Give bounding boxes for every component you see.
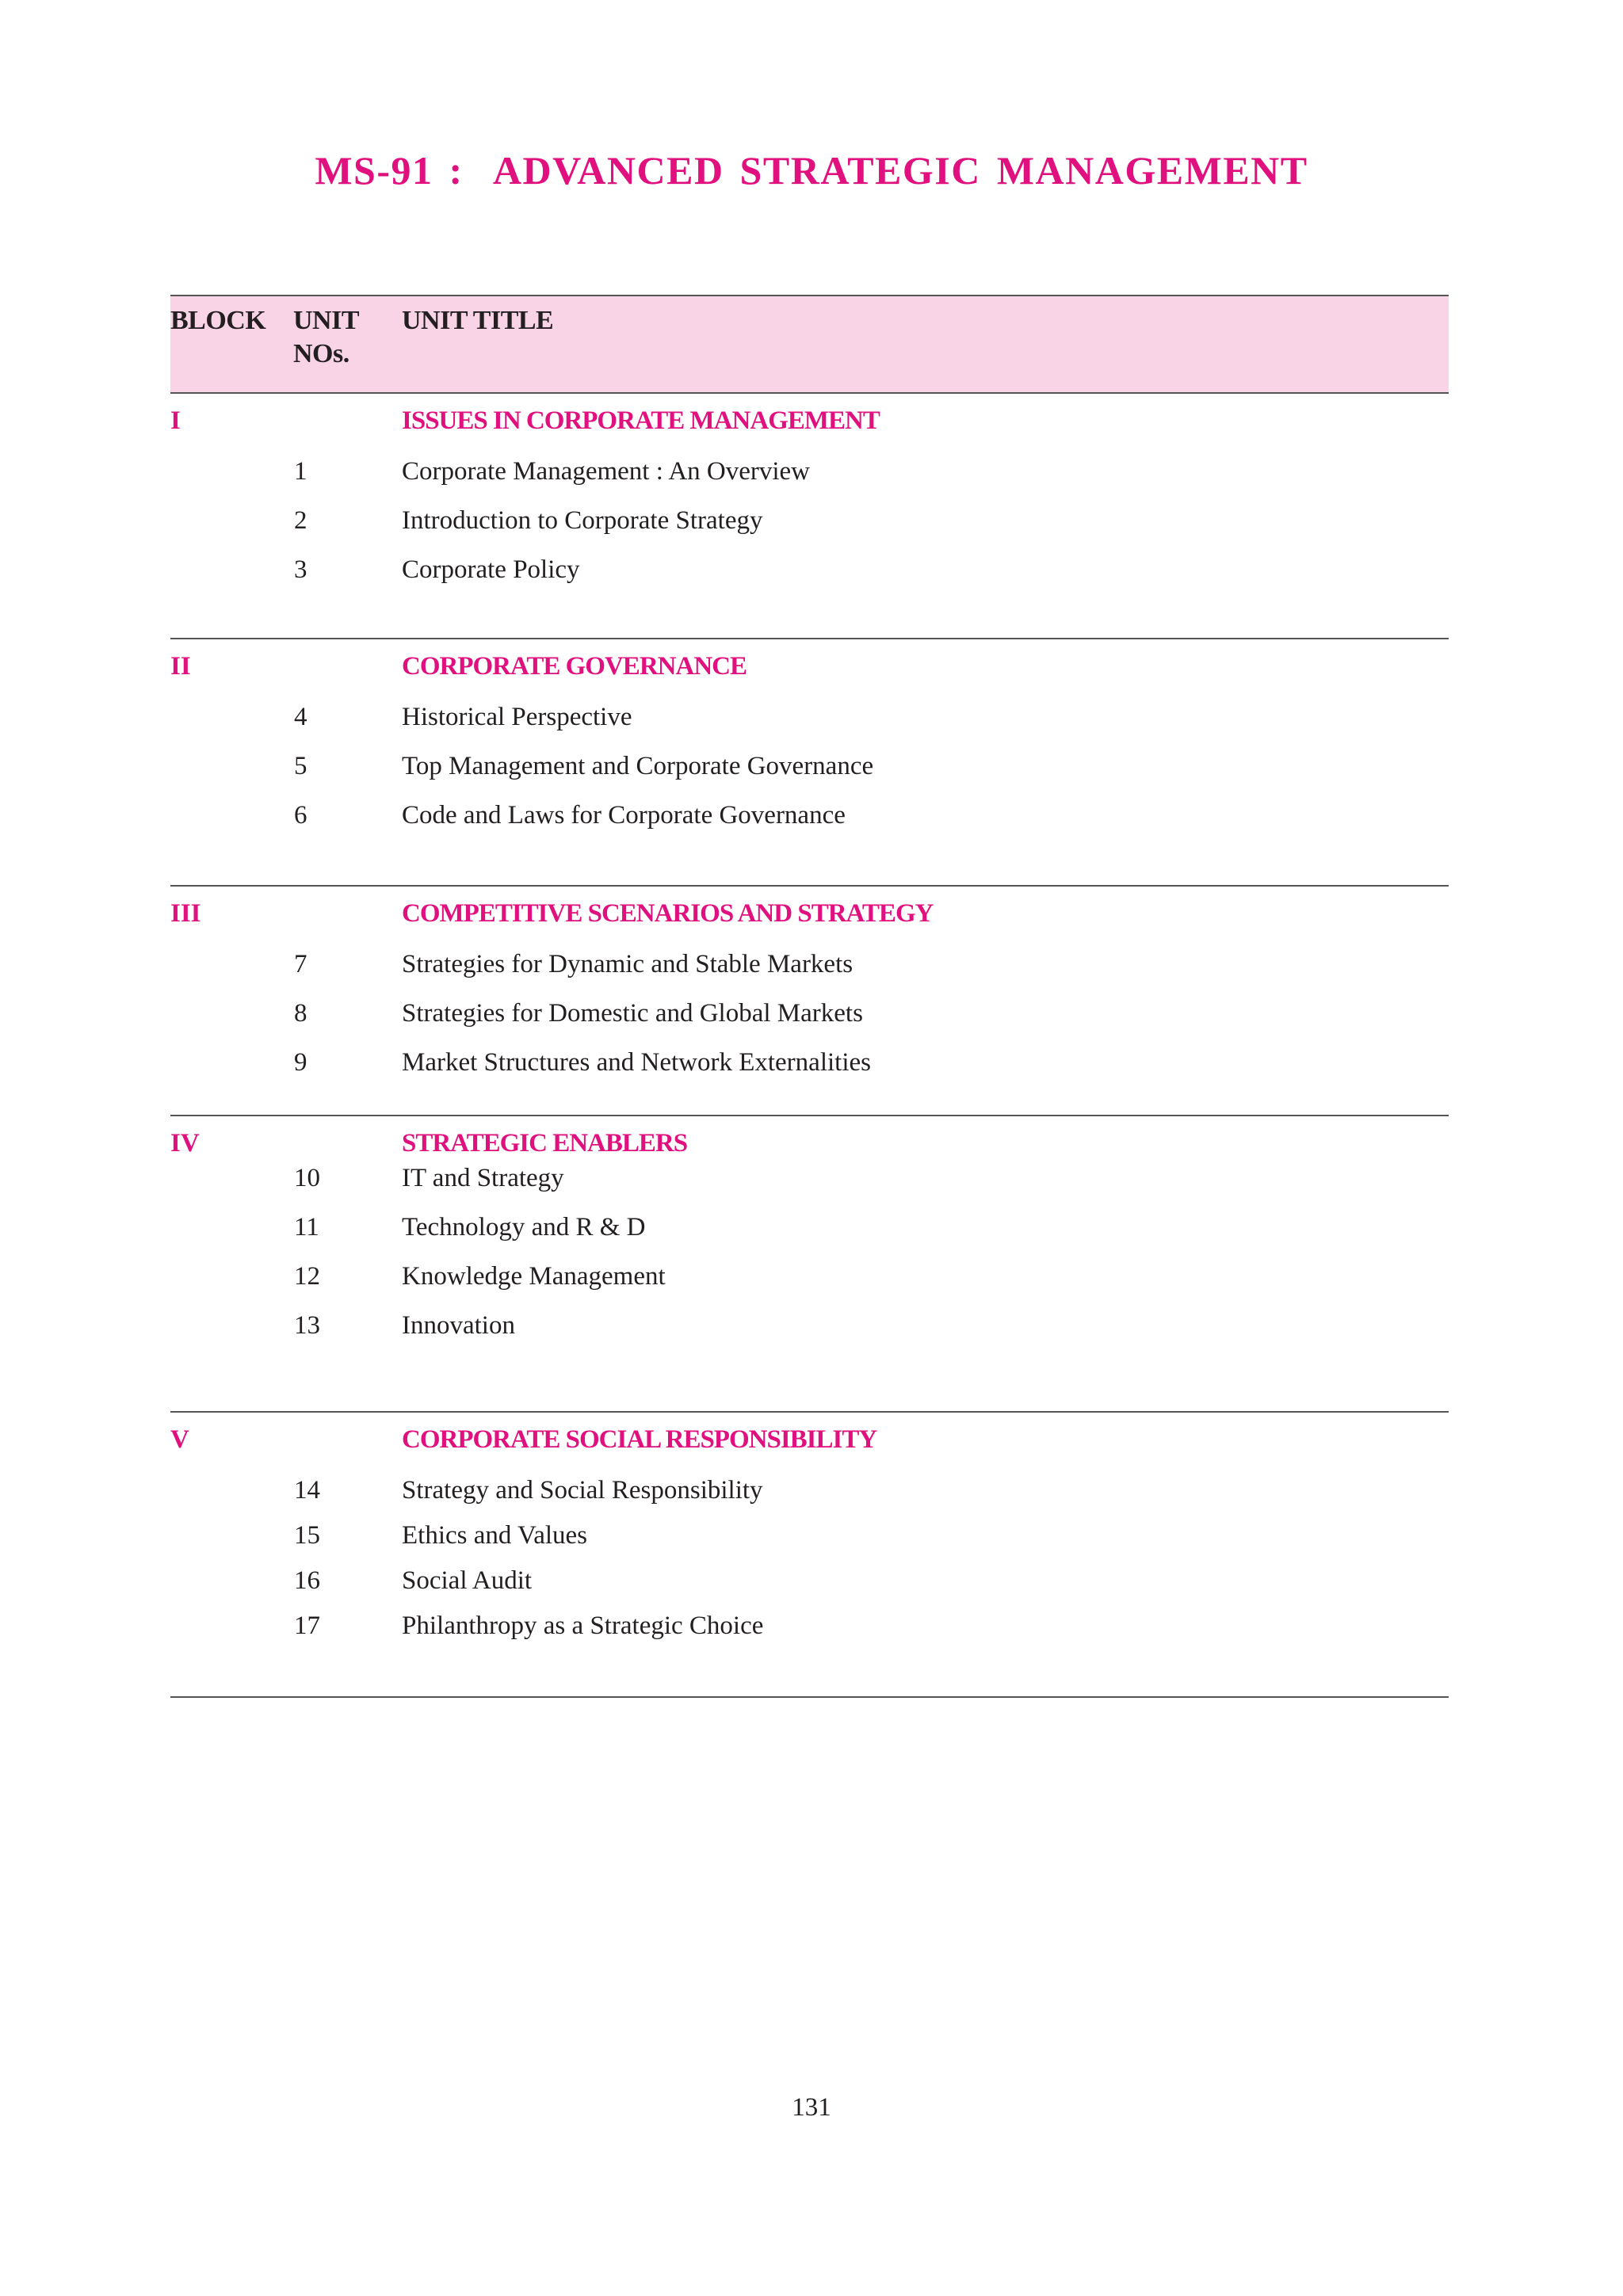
unit-title: Corporate Management : An Overview — [402, 457, 811, 486]
block-title: CORPORATE GOVERNANCE — [402, 652, 747, 681]
block-number: III — [170, 899, 201, 928]
unit-row — [170, 1202, 1449, 1251]
block-section — [170, 394, 1449, 639]
unit-number: 14 — [294, 1476, 320, 1505]
unit-number: 2 — [294, 506, 307, 535]
unit-number: 11 — [294, 1213, 319, 1241]
unit-row — [170, 939, 1449, 988]
header-block: BLOCK — [170, 306, 266, 335]
block-number: IV — [170, 1129, 200, 1158]
unit-row — [170, 1555, 1449, 1600]
unit-title: Code and Laws for Corporate Governance — [402, 801, 846, 830]
block-title: COMPETITIVE SCENARIOS AND STRATEGY — [402, 899, 934, 928]
unit-number: 3 — [294, 555, 307, 584]
block-number: I — [170, 406, 181, 435]
unit-title: Ethics and Values — [402, 1521, 588, 1550]
unit-title: Philanthropy as a Strategic Choice — [402, 1611, 764, 1640]
unit-number: 4 — [294, 703, 307, 731]
unit-title: Knowledge Management — [402, 1262, 666, 1291]
header-unit: UNIT — [293, 306, 360, 335]
unit-row — [170, 1510, 1449, 1555]
unit-number: 12 — [294, 1262, 320, 1291]
unit-number: 13 — [294, 1311, 320, 1340]
unit-number: 6 — [294, 801, 307, 830]
unit-number: 15 — [294, 1521, 320, 1550]
unit-title: Historical Perspective — [402, 703, 632, 731]
block-number: II — [170, 652, 191, 681]
unit-row — [170, 1300, 1449, 1349]
block-section — [170, 1116, 1449, 1413]
block-heading-row — [170, 1116, 1449, 1158]
block-heading-row — [170, 887, 1449, 939]
block-section — [170, 639, 1449, 887]
unit-row — [170, 495, 1449, 544]
unit-row — [170, 790, 1449, 839]
unit-number: 8 — [294, 999, 307, 1028]
unit-number: 1 — [294, 457, 307, 486]
unit-number: 7 — [294, 950, 307, 978]
header-unit-nos — [293, 304, 359, 371]
unit-title: Corporate Policy — [402, 555, 580, 584]
block-heading-row — [170, 639, 1449, 692]
unit-title: Technology and R & D — [402, 1213, 646, 1241]
table-header — [170, 295, 1449, 394]
unit-title: Innovation — [402, 1311, 515, 1340]
unit-title: Top Management and Corporate Governance — [402, 752, 874, 780]
page-number: 131 — [792, 2093, 831, 2122]
unit-row — [170, 1465, 1449, 1510]
unit-title: Strategies for Dynamic and Stable Markets — [402, 950, 854, 978]
unit-row — [170, 544, 1449, 593]
unit-row — [170, 741, 1449, 790]
block-heading-row — [170, 1413, 1449, 1465]
unit-number: 10 — [294, 1164, 320, 1192]
unit-title: Strategies for Domestic and Global Markets — [402, 999, 863, 1028]
block-title: ISSUES IN CORPORATE MANAGEMENT — [402, 406, 880, 435]
blocks-table — [170, 394, 1449, 1698]
header-unit-title: UNIT TITLE — [402, 306, 554, 335]
unit-number: 16 — [294, 1566, 320, 1595]
block-title: STRATEGIC ENABLERS — [402, 1129, 688, 1158]
block-section — [170, 887, 1449, 1116]
unit-title: Introduction to Corporate Strategy — [402, 506, 763, 535]
unit-row — [170, 1251, 1449, 1300]
page-title: MS-91 : ADVANCED STRATEGIC MANAGEMENT — [315, 148, 1308, 193]
unit-row — [170, 1153, 1449, 1202]
unit-row — [170, 988, 1449, 1037]
unit-row — [170, 446, 1449, 495]
block-heading-row — [170, 394, 1449, 446]
unit-title: IT and Strategy — [402, 1164, 564, 1192]
unit-title: Strategy and Social Responsibility — [402, 1476, 763, 1505]
unit-row — [170, 1600, 1449, 1646]
unit-row — [170, 1037, 1449, 1086]
block-section — [170, 1413, 1449, 1698]
unit-row — [170, 692, 1449, 741]
unit-title: Market Structures and Network Externalities — [402, 1048, 871, 1077]
unit-number: 17 — [294, 1611, 320, 1640]
header-unit-sub: NOs. — [293, 339, 349, 368]
block-number: V — [170, 1425, 189, 1454]
block-title: CORPORATE SOCIAL RESPONSIBILITY — [402, 1425, 877, 1454]
unit-number: 5 — [294, 752, 307, 780]
unit-title: Social Audit — [402, 1566, 533, 1595]
unit-number: 9 — [294, 1048, 307, 1077]
